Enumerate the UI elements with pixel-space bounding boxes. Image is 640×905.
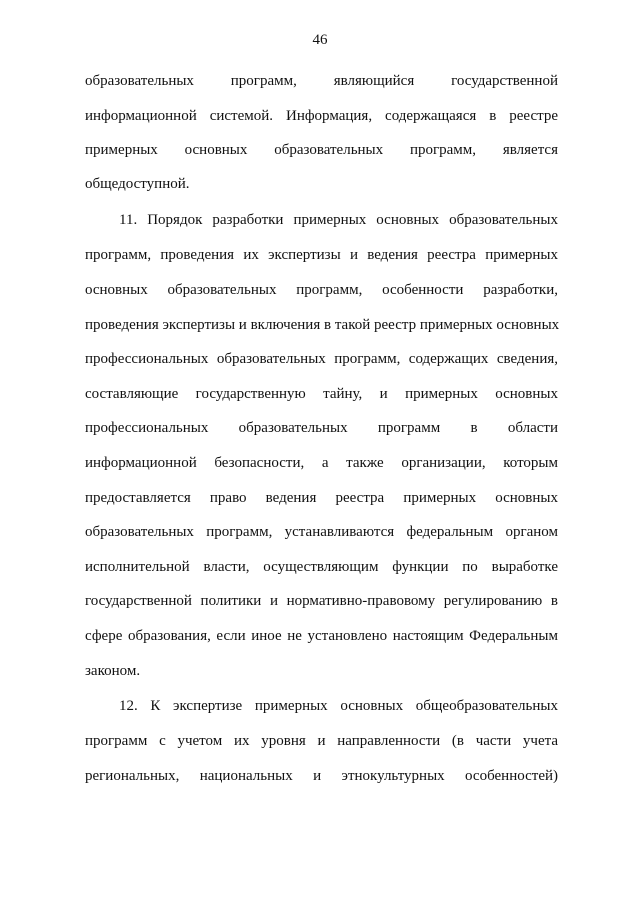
text-line: региональных, национальных и этнокультурных особенностей) xyxy=(85,768,558,784)
text-line: составляющие государственную тайну, и примерных основных xyxy=(85,386,558,402)
text-line: основных образовательных программ, особенности разработки, xyxy=(85,282,558,298)
text-line: образовательных программ, являющийся государственной xyxy=(85,73,558,89)
text-line: информационной системой. Информация, содержащаяся в реестре xyxy=(85,108,558,124)
text-line: 12. К экспертизе примерных основных общеобразовательных xyxy=(119,698,558,714)
text-line: проведения экспертизы и включения в такой реестр примерных основных xyxy=(85,317,560,333)
text-line: профессиональных образовательных программ в области xyxy=(85,420,558,436)
text-line: программ с учетом их уровня и направленности (в части учета xyxy=(85,733,558,749)
text-line: законом. xyxy=(85,663,141,679)
text-line: информационной безопасности, а также организации, которым xyxy=(85,455,558,471)
text-line: программ, проведения их экспертизы и ведения реестра примерных xyxy=(85,247,558,263)
text-line: исполнительной власти, осуществляющим функции по выработке xyxy=(85,559,558,575)
text-line: сфере образования, если иное не установлено настоящим Федеральным xyxy=(85,628,558,644)
text-line: профессиональных образовательных программ, содержащих сведения, xyxy=(85,351,558,367)
text-line: 11. Порядок разработки примерных основных образовательных xyxy=(119,212,558,228)
text-line: общедоступной. xyxy=(85,176,190,192)
text-line: предоставляется право ведения реестра примерных основных xyxy=(85,490,558,506)
text-line: примерных основных образовательных программ, является xyxy=(85,142,558,158)
text-line: государственной политики и нормативно-правовому регулированию в xyxy=(85,593,558,609)
text-line: образовательных программ, устанавливаются федеральным органом xyxy=(85,524,558,540)
page-number: 46 xyxy=(312,32,328,48)
